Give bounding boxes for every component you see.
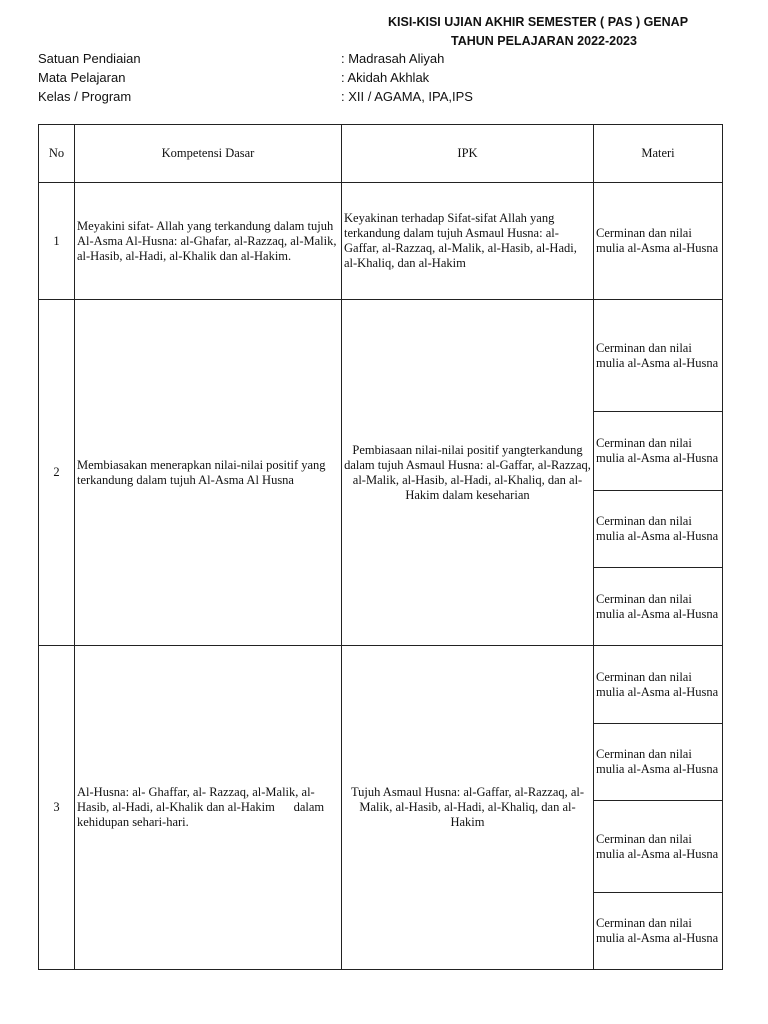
meta-value-kelas: : XII / AGAMA, IPA,IPS	[341, 89, 473, 104]
meta-label-mapel: Mata Pelajaran	[38, 70, 126, 85]
table-row	[39, 183, 723, 300]
row-materi: Cerminan dan nilai mulia al-Asma al-Husna	[594, 724, 723, 801]
row-materi: Cerminan dan nilai mulia al-Asma al-Husna	[594, 646, 723, 724]
table-row	[39, 646, 723, 724]
meta-label-satuan: Satuan Pendiaian	[38, 51, 141, 66]
row-kompetensi-dasar: Al-Husna: al- Ghaffar, al- Razzaq, al-Malik, al-Hasib, al-Hadi, al-Khalik dan al-Hakim dalam kehidupan sehari-hari.	[75, 646, 342, 970]
document-title-line1: KISI-KISI UJIAN AKHIR SEMESTER ( PAS ) GENAP	[388, 15, 689, 29]
meta-value-mapel: : Akidah Akhlak	[341, 70, 430, 85]
row-no: 3	[39, 646, 75, 970]
row-materi: Cerminan dan nilai mulia al-Asma al-Husna	[594, 412, 723, 491]
row-ipk: Tujuh Asmaul Husna: al-Gaffar, al-Razzaq, al-Malik, al-Hasib, al-Hadi, al-Khaliq, dan al-Hakim	[342, 646, 594, 970]
row-no: 2	[39, 300, 75, 646]
row-materi: Cerminan dan nilai mulia al-Asma al-Husna	[594, 300, 723, 412]
row-materi: Cerminan dan nilai mulia al-Asma al-Husna	[594, 568, 723, 646]
kisi-kisi-table	[38, 124, 723, 970]
row-materi: Cerminan dan nilai mulia al-Asma al-Husna	[594, 491, 723, 568]
header-kompetensi-dasar: Kompetensi Dasar	[75, 125, 342, 183]
document-title-line2: TAHUN PELAJARAN 2022-2023	[451, 34, 637, 48]
header-ipk: IPK	[342, 125, 594, 183]
header-no: No	[39, 125, 75, 183]
row-ipk: Keyakinan terhadap Sifat-sifat Allah yang terkandung dalam tujuh Asmaul Husna: al-Gaffar, al-Razzaq, al-Malik, al-Hasib, al-Hadi, al-Khaliq, dan al-Hakim	[342, 183, 594, 300]
row-materi: Cerminan dan nilai mulia al-Asma al-Husna	[594, 801, 723, 893]
row-kompetensi-dasar: Membiasakan menerapkan nilai-nilai positif yang terkandung dalam tujuh Al-Asma Al Husna	[75, 300, 342, 646]
table-header-row	[39, 125, 723, 183]
meta-label-kelas: Kelas / Program	[38, 89, 132, 104]
table-row	[39, 300, 723, 412]
row-no: 1	[39, 183, 75, 300]
row-materi: Cerminan dan nilai mulia al-Asma al-Husna	[594, 183, 723, 300]
row-kompetensi-dasar: Meyakini sifat- Allah yang terkandung dalam tujuh Al-Asma Al-Husna: al-Ghafar, al-Razzaq, al-Malik, al-Hasib, al-Hadi, al-Khalik dan al-Hakim.	[75, 183, 342, 300]
row-ipk: Pembiasaan nilai-nilai positif yangterkandung dalam tujuh Asmaul Husna: al-Gaffar, al-Razzaq, al-Malik, al-Hasib, al-Hadi, al-Khaliq, dan al-Hakim dalam keseharian	[342, 300, 594, 646]
header-materi: Materi	[594, 125, 723, 183]
meta-value-satuan: : Madrasah Aliyah	[341, 51, 445, 66]
row-materi: Cerminan dan nilai mulia al-Asma al-Husna	[594, 893, 723, 970]
